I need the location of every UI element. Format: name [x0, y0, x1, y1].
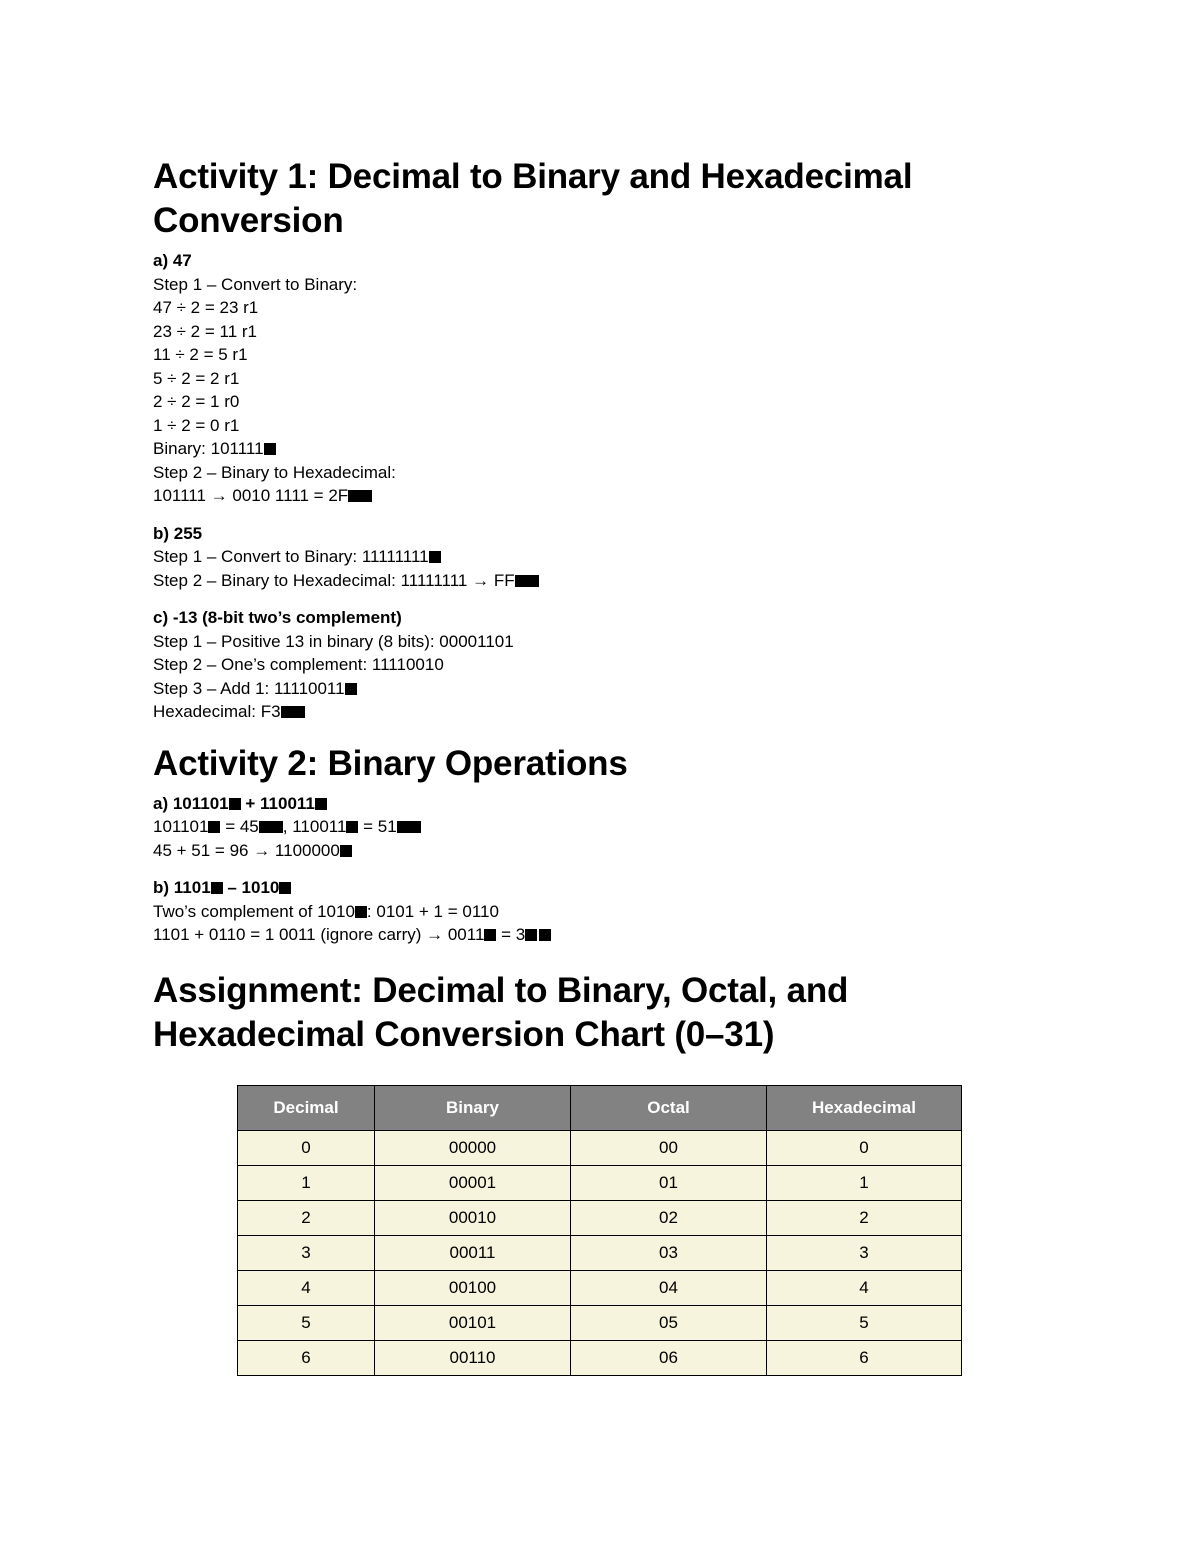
conversion-chart: [237, 1085, 962, 1376]
table-row: [238, 1131, 962, 1166]
cell-binary: 00101: [375, 1306, 571, 1341]
redaction-mark: [315, 798, 327, 810]
redaction-mark: [484, 929, 496, 941]
document-page: [153, 155, 1053, 1057]
division-line: 5 ÷ 2 = 2 r1: [153, 368, 240, 388]
redaction-mark: [355, 906, 367, 918]
line-text: 45 + 51 = 96 → 1100000: [153, 840, 340, 860]
redaction-mark: [429, 551, 441, 563]
part-a-label: a) 47: [153, 251, 192, 270]
cell-hexadecimal: 5: [767, 1306, 962, 1341]
redaction-mark: [208, 821, 220, 833]
binary-result-text: Binary: 101111: [153, 439, 264, 458]
line-text: 101101: [153, 817, 209, 836]
cell-decimal: 4: [238, 1271, 375, 1306]
cell-hexadecimal: 2: [767, 1201, 962, 1236]
step2-line: [153, 569, 1053, 593]
header-decimal: Decimal: [238, 1086, 375, 1131]
cell-octal: 02: [571, 1201, 767, 1236]
step1-text: Step 1 – Positive 13 in binary (8 bits): 00001101: [153, 631, 514, 651]
cell-binary: 00011: [375, 1236, 571, 1271]
conversion-table: [237, 1085, 962, 1376]
part-b-label: [153, 876, 1053, 900]
sum-line: [153, 839, 1053, 863]
activity1-heading: Activity 1: Decimal to Binary and Hexadecimal Conversion: [153, 157, 913, 240]
line-text: , 110011: [282, 817, 347, 836]
assignment-heading: Assignment: Decimal to Binary, Octal, and Hexadecimal Conversion Chart (0–31): [153, 970, 849, 1054]
part-c-label: c) -13 (8-bit two’s complement): [153, 608, 402, 627]
table-row: [238, 1341, 962, 1376]
activity2-heading: Activity 2: Binary Operations: [153, 743, 628, 783]
step3-text: Step 3 – Add 1: 11110011: [153, 678, 345, 698]
line-text: = 3: [496, 925, 526, 944]
step1-line: [153, 545, 1053, 569]
label-text: – 1010: [222, 878, 280, 897]
activity2-part-a: [153, 792, 1053, 863]
cell-hexadecimal: 4: [767, 1271, 962, 1306]
cell-hexadecimal: 6: [767, 1341, 962, 1376]
label-text: a) 101101: [153, 793, 229, 813]
step2-text: Step 2 – Binary to Hexadecimal: 11111111 → FF: [153, 570, 515, 590]
redaction-mark: [345, 683, 357, 695]
division-line: 11 ÷ 2 = 5 r1: [153, 345, 248, 364]
redaction-mark: [515, 575, 539, 587]
cell-binary: 00100: [375, 1271, 571, 1306]
hex-result-line: [153, 484, 1053, 508]
table-header-row: [238, 1086, 962, 1131]
cell-hexadecimal: 0: [767, 1131, 962, 1166]
cell-decimal: 2: [238, 1201, 375, 1236]
hex-line: [153, 700, 1053, 724]
cell-binary: 00000: [375, 1131, 571, 1166]
label-text: b) 1101: [153, 878, 211, 897]
cell-octal: 06: [571, 1341, 767, 1376]
redaction-mark: [340, 845, 352, 857]
table-row: [238, 1166, 962, 1201]
redaction-mark: [279, 882, 291, 894]
redaction-mark: [397, 821, 421, 833]
step1-text: Step 1 – Convert to Binary:: [153, 274, 358, 294]
table-row: [238, 1306, 962, 1341]
activity1-part-a: [153, 249, 1053, 508]
cell-binary: 00001: [375, 1166, 571, 1201]
redaction-mark: [211, 882, 223, 894]
step2-text: Step 2 – One’s complement: 11110010: [153, 655, 444, 674]
header-binary: Binary: [375, 1086, 571, 1131]
cell-binary: 00110: [375, 1341, 571, 1376]
redaction-mark: [525, 929, 537, 941]
cell-octal: 03: [571, 1236, 767, 1271]
redaction-mark: [346, 821, 358, 833]
hex-text: Hexadecimal: F3: [153, 702, 281, 721]
header-hexadecimal: Hexadecimal: [767, 1086, 962, 1131]
label-text: + 110011: [240, 793, 315, 813]
redaction-mark: [259, 821, 283, 833]
step3-line: [153, 677, 1053, 701]
cell-octal: 04: [571, 1271, 767, 1306]
table-row: [238, 1236, 962, 1271]
redaction-mark: [539, 929, 551, 941]
redaction-mark: [264, 443, 276, 455]
cell-binary: 00010: [375, 1201, 571, 1236]
line-text: Two’s complement of 1010: [153, 901, 355, 921]
redaction-mark: [348, 490, 372, 502]
subtraction-line: [153, 923, 1053, 947]
cell-decimal: 0: [238, 1131, 375, 1166]
step2-text: Step 2 – Binary to Hexadecimal:: [153, 462, 396, 482]
division-line: 2 ÷ 2 = 1 r0: [153, 392, 240, 411]
line-text: 1101 + 0110 = 1 0011 (ignore carry) → 0011: [153, 925, 485, 944]
table-row: [238, 1271, 962, 1306]
line-text: = 51: [358, 817, 397, 836]
cell-decimal: 5: [238, 1306, 375, 1341]
cell-decimal: 3: [238, 1236, 375, 1271]
cell-decimal: 1: [238, 1166, 375, 1201]
cell-hexadecimal: 3: [767, 1236, 962, 1271]
hex-result-text: 101111 → 0010 1111 = 2F: [153, 486, 349, 505]
cell-octal: 05: [571, 1306, 767, 1341]
header-octal: Octal: [571, 1086, 767, 1131]
line-text: = 45: [220, 817, 259, 836]
table-row: [238, 1201, 962, 1236]
complement-line: [153, 900, 1053, 924]
line-text: : 0101 + 1 = 0110: [366, 901, 499, 921]
cell-octal: 01: [571, 1166, 767, 1201]
activity2-part-b: [153, 876, 1053, 947]
redaction-mark: [229, 798, 241, 810]
part-b-label: b) 255: [153, 523, 203, 543]
division-line: 47 ÷ 2 = 23 r1: [153, 298, 259, 317]
division-line: 23 ÷ 2 = 11 r1: [153, 321, 258, 341]
activity1-part-c: [153, 606, 1053, 724]
redaction-mark: [281, 706, 305, 718]
cell-decimal: 6: [238, 1341, 375, 1376]
cell-octal: 00: [571, 1131, 767, 1166]
binary-result-line: [153, 437, 1053, 461]
division-line: 1 ÷ 2 = 0 r1: [153, 415, 240, 435]
step1-text: Step 1 – Convert to Binary: 11111111: [153, 547, 429, 566]
part-a-label: [153, 792, 1053, 816]
cell-hexadecimal: 1: [767, 1166, 962, 1201]
conversion-line: [153, 815, 1053, 839]
activity1-part-b: [153, 522, 1053, 593]
